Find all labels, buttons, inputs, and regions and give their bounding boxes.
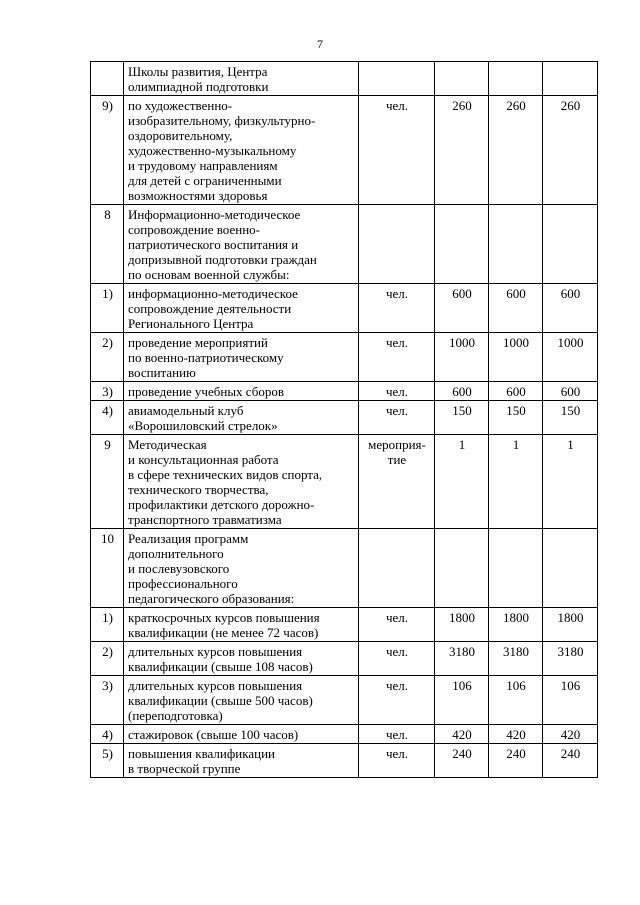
description-line: длительных курсов повышения	[128, 644, 303, 659]
value-cell: 420	[489, 725, 543, 744]
unit-line: чел.	[385, 403, 409, 418]
value-cell: 240	[489, 744, 543, 778]
table-row	[91, 744, 598, 778]
description-line: оздоровительному,	[128, 128, 233, 143]
row-description	[124, 284, 359, 333]
table-row	[91, 676, 598, 725]
row-description	[124, 725, 359, 744]
row-description	[124, 382, 359, 401]
row-unit	[359, 401, 435, 435]
value-cell	[489, 529, 543, 608]
value-cell: 260	[435, 96, 489, 205]
unit-line: чел.	[385, 644, 409, 659]
description-line: по художественно-	[128, 98, 233, 113]
description-line: по основам военной службы:	[128, 267, 290, 282]
value-cell: 106	[435, 676, 489, 725]
description-line: сопровождение деятельности	[128, 301, 292, 316]
description-line: Методическая	[128, 437, 207, 452]
description-line: Реализация программ	[128, 531, 249, 546]
row-number: 4)	[91, 725, 124, 744]
value-cell: 260	[543, 96, 598, 205]
value-cell: 260	[489, 96, 543, 205]
row-unit	[359, 333, 435, 382]
description-line: олимпиадной подготовки	[128, 79, 269, 94]
value-cell: 1000	[489, 333, 543, 382]
page-number: 7	[317, 37, 323, 51]
row-unit	[359, 676, 435, 725]
row-description	[124, 608, 359, 642]
value-cell	[543, 205, 598, 284]
description-line: по военно-патриотическому	[128, 350, 284, 365]
row-number: 3)	[91, 676, 124, 725]
description-line: квалификации (свыше 500 часов)	[128, 693, 313, 708]
value-cell: 600	[543, 382, 598, 401]
description-line: стажировок (свыше 100 часов)	[128, 727, 299, 742]
unit-line: чел.	[385, 384, 409, 399]
row-unit	[359, 96, 435, 205]
description-line: профилактики детского дорожно-	[128, 497, 315, 512]
description-line: патриотического воспитания и	[128, 237, 299, 252]
value-cell: 150	[543, 401, 598, 435]
row-number: 1)	[91, 284, 124, 333]
row-number: 2)	[91, 333, 124, 382]
table-row	[91, 96, 598, 205]
description-line: авиамодельный клуб	[128, 403, 244, 418]
table-row	[91, 435, 598, 529]
value-cell	[435, 529, 489, 608]
row-number: 9)	[91, 96, 124, 205]
unit-line: чел.	[385, 678, 409, 693]
value-cell: 1	[543, 435, 598, 529]
row-number: 3)	[91, 382, 124, 401]
description-line: Регионального Центра	[128, 316, 254, 331]
description-line: технического творчества,	[128, 482, 269, 497]
table-row	[91, 608, 598, 642]
value-cell: 106	[489, 676, 543, 725]
row-unit	[359, 744, 435, 778]
row-unit	[359, 608, 435, 642]
row-number: 8	[91, 205, 124, 284]
row-unit	[359, 284, 435, 333]
value-cell: 3180	[543, 642, 598, 676]
description-line: проведение учебных сборов	[128, 384, 284, 399]
unit-line: чел.	[385, 746, 409, 761]
unit-line: чел.	[385, 610, 409, 625]
value-cell: 1	[489, 435, 543, 529]
value-cell	[489, 62, 543, 96]
description-line: в творческой группе	[128, 761, 241, 776]
description-line: для детей с ограниченными	[128, 173, 282, 188]
unit-line: тие	[387, 452, 407, 467]
row-number	[91, 62, 124, 96]
description-line: (переподготовка)	[128, 708, 223, 723]
table-row	[91, 333, 598, 382]
table-row	[91, 725, 598, 744]
description-line: повышения квалификации	[128, 746, 276, 761]
description-line: краткосрочных курсов повышения	[128, 610, 320, 625]
unit-line: мероприя-	[368, 437, 426, 452]
row-description	[124, 529, 359, 608]
row-unit	[359, 435, 435, 529]
description-line: и послевузовского	[128, 561, 230, 576]
row-unit	[359, 529, 435, 608]
value-cell: 600	[543, 284, 598, 333]
table-row	[91, 382, 598, 401]
unit-line: чел.	[385, 727, 409, 742]
value-cell: 150	[489, 401, 543, 435]
description-line: информационно-методическое	[128, 286, 298, 301]
row-description	[124, 333, 359, 382]
description-line: проведение мероприятий	[128, 335, 268, 350]
value-cell	[543, 529, 598, 608]
row-unit	[359, 382, 435, 401]
row-description	[124, 205, 359, 284]
row-unit	[359, 642, 435, 676]
table-row	[91, 401, 598, 435]
description-line: возможностями здоровья	[128, 188, 268, 203]
table-row	[91, 642, 598, 676]
value-cell: 420	[435, 725, 489, 744]
description-line: и трудовому направлениям	[128, 158, 278, 173]
description-line: Информационно-методическое	[128, 207, 301, 222]
value-cell	[435, 62, 489, 96]
description-line: транспортного травматизма	[128, 512, 282, 527]
value-cell: 600	[435, 382, 489, 401]
value-cell: 240	[543, 744, 598, 778]
plan-table	[90, 61, 598, 778]
description-line: художественно-музыкальному	[128, 143, 297, 158]
description-line: изобразительному, физкультурно-	[128, 113, 316, 128]
value-cell: 600	[489, 284, 543, 333]
value-cell: 1	[435, 435, 489, 529]
value-cell: 150	[435, 401, 489, 435]
table-body	[91, 62, 598, 778]
row-number: 5)	[91, 744, 124, 778]
value-cell: 1800	[543, 608, 598, 642]
value-cell: 1800	[489, 608, 543, 642]
description-line: дополнительного	[128, 546, 224, 561]
value-cell: 420	[543, 725, 598, 744]
value-cell: 240	[435, 744, 489, 778]
value-cell	[489, 205, 543, 284]
row-unit	[359, 725, 435, 744]
description-line: квалификации (не менее 72 часов)	[128, 625, 319, 640]
table-row	[91, 62, 598, 96]
row-number: 9	[91, 435, 124, 529]
description-line: допризывной подготовки граждан	[128, 252, 317, 267]
description-line: профессионального	[128, 576, 238, 591]
value-cell	[435, 205, 489, 284]
value-cell: 1800	[435, 608, 489, 642]
value-cell: 3180	[435, 642, 489, 676]
description-line: в сфере технических видов спорта,	[128, 467, 323, 482]
value-cell: 106	[543, 676, 598, 725]
value-cell: 3180	[489, 642, 543, 676]
description-line: Школы развития, Центра	[128, 64, 268, 79]
description-line: педагогического образования:	[128, 591, 295, 606]
row-description	[124, 744, 359, 778]
row-number: 1)	[91, 608, 124, 642]
row-description	[124, 401, 359, 435]
description-line: длительных курсов повышения	[128, 678, 303, 693]
row-unit	[359, 205, 435, 284]
description-line: квалификации (свыше 108 часов)	[128, 659, 313, 674]
description-line: «Ворошиловский стрелок»	[128, 418, 278, 433]
unit-line: чел.	[385, 286, 409, 301]
row-description	[124, 676, 359, 725]
row-number: 4)	[91, 401, 124, 435]
row-number: 10	[91, 529, 124, 608]
table-row	[91, 284, 598, 333]
row-description	[124, 642, 359, 676]
unit-line: чел.	[385, 98, 409, 113]
value-cell	[543, 62, 598, 96]
row-number: 2)	[91, 642, 124, 676]
row-unit	[359, 62, 435, 96]
description-line: сопровождение военно-	[128, 222, 260, 237]
row-description	[124, 62, 359, 96]
value-cell: 600	[489, 382, 543, 401]
value-cell: 1000	[543, 333, 598, 382]
description-line: воспитанию	[128, 365, 196, 380]
value-cell: 600	[435, 284, 489, 333]
table-row	[91, 529, 598, 608]
value-cell: 1000	[435, 333, 489, 382]
description-line: и консультационная работа	[128, 452, 279, 467]
row-description	[124, 435, 359, 529]
row-description	[124, 96, 359, 205]
table-row	[91, 205, 598, 284]
unit-line: чел.	[385, 335, 409, 350]
